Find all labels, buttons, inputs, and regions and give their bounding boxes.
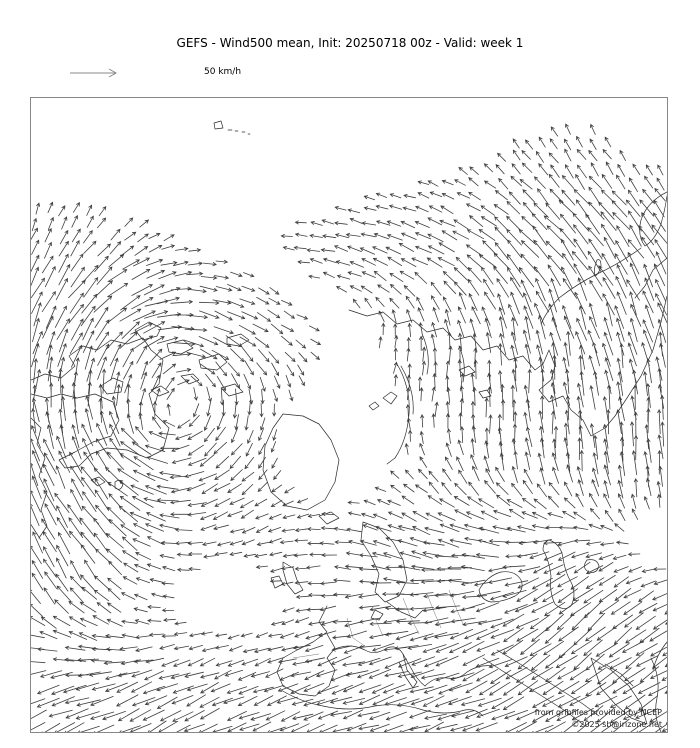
coastlines-layer bbox=[31, 121, 667, 732]
attribution-ncep: from gribfiles provided by NCEP bbox=[534, 708, 662, 717]
weather-map bbox=[30, 97, 668, 733]
map-canvas bbox=[31, 98, 667, 732]
attribution-copyright: ©2025 sb@irizone.net bbox=[571, 720, 662, 729]
wind-arrows-layer bbox=[31, 124, 667, 732]
legend-label: 50 km/h bbox=[204, 67, 242, 77]
map-title: GEFS - Wind500 mean, Init: 20250718 00z - Valid: week 1 bbox=[176, 36, 524, 50]
legend-wind-arrow-icon bbox=[68, 66, 124, 80]
